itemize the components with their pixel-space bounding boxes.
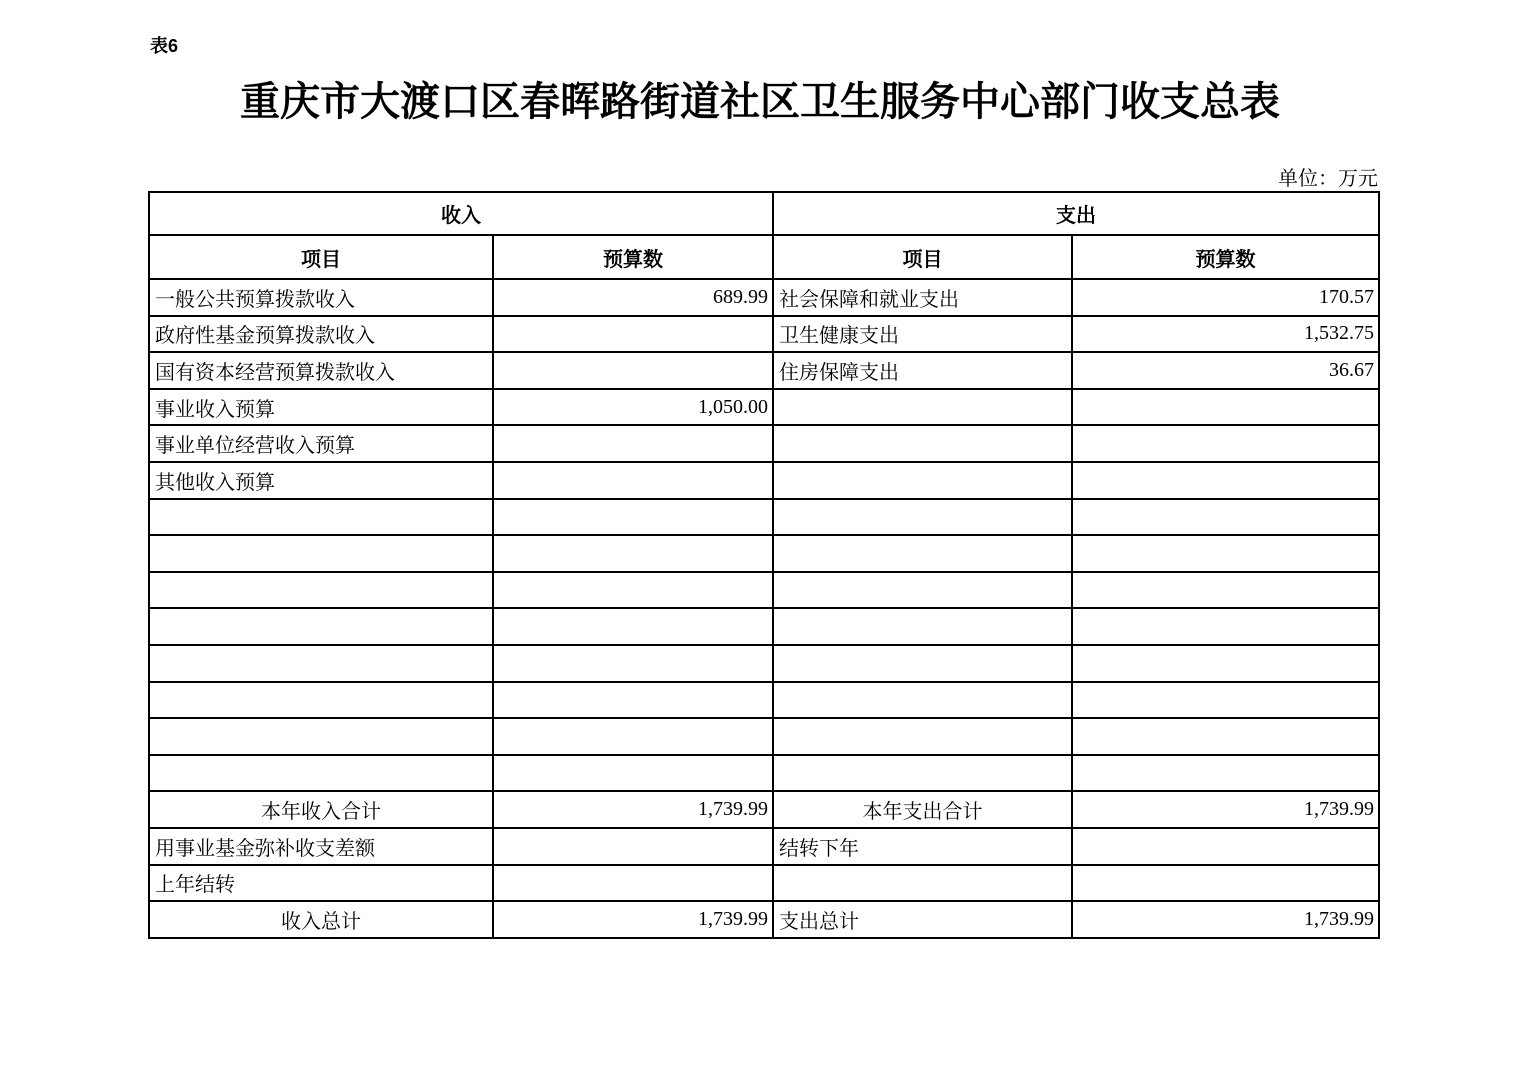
income-budget-cell <box>493 865 773 902</box>
expense-item-cell <box>773 462 1072 499</box>
income-budget-cell <box>493 718 773 755</box>
expense-budget-cell: 1,739.99 <box>1072 791 1379 828</box>
expense-budget-cell: 36.67 <box>1072 352 1379 389</box>
table-row <box>149 901 1379 938</box>
expense-item-cell: 卫生健康支出 <box>773 316 1072 353</box>
budget-table-body <box>149 279 1379 938</box>
income-budget-cell <box>493 425 773 462</box>
income-budget-cell <box>493 462 773 499</box>
expense-item-cell <box>773 572 1072 609</box>
expense-item-cell: 支出总计 <box>773 901 1072 938</box>
expense-budget-cell <box>1072 718 1379 755</box>
expense-item-cell <box>773 425 1072 462</box>
income-item-cell: 一般公共预算拨款收入 <box>149 279 493 316</box>
expense-item-cell: 社会保障和就业支出 <box>773 279 1072 316</box>
budget-summary-table <box>148 191 1380 939</box>
income-item-cell <box>149 499 493 536</box>
income-item-cell: 事业收入预算 <box>149 389 493 426</box>
expense-budget-cell: 1,532.75 <box>1072 316 1379 353</box>
expense-budget-cell <box>1072 645 1379 682</box>
expense-item-cell <box>773 499 1072 536</box>
page-title: 重庆市大渡口区春晖路街道社区卫生服务中心部门收支总表 <box>240 80 1280 124</box>
expense-item-cell <box>773 718 1072 755</box>
expense-item-cell <box>773 865 1072 902</box>
expense-budget-cell <box>1072 535 1379 572</box>
expense-budget-cell <box>1072 608 1379 645</box>
income-budget-cell <box>493 535 773 572</box>
income-item-cell: 其他收入预算 <box>149 462 493 499</box>
income-budget-col-header: 预算数 <box>493 235 773 279</box>
expense-budget-cell <box>1072 462 1379 499</box>
income-item-cell: 上年结转 <box>149 865 493 902</box>
expense-item-cell: 本年支出合计 <box>773 791 1072 828</box>
expense-budget-col-header: 预算数 <box>1072 235 1379 279</box>
income-budget-cell <box>493 755 773 792</box>
table-number-label: 表6 <box>150 36 179 56</box>
table-row <box>149 682 1379 719</box>
income-section-header: 收入 <box>149 192 773 235</box>
income-item-cell <box>149 645 493 682</box>
column-header-row <box>149 235 1379 279</box>
table-row <box>149 279 1379 316</box>
income-item-cell <box>149 682 493 719</box>
expense-budget-cell <box>1072 572 1379 609</box>
expense-item-col-header: 项目 <box>773 235 1072 279</box>
expense-item-cell <box>773 755 1072 792</box>
expense-budget-cell: 1,739.99 <box>1072 901 1379 938</box>
table-row <box>149 535 1379 572</box>
expense-budget-cell <box>1072 755 1379 792</box>
income-item-cell: 本年收入合计 <box>149 791 493 828</box>
income-budget-cell <box>493 828 773 865</box>
income-item-cell: 用事业基金弥补收支差额 <box>149 828 493 865</box>
table-row <box>149 462 1379 499</box>
income-budget-cell <box>493 645 773 682</box>
table-row <box>149 352 1379 389</box>
expense-item-cell <box>773 608 1072 645</box>
income-budget-cell <box>493 316 773 353</box>
expense-item-cell: 住房保障支出 <box>773 352 1072 389</box>
income-budget-cell: 1,739.99 <box>493 791 773 828</box>
expense-budget-cell: 170.57 <box>1072 279 1379 316</box>
expense-item-cell <box>773 535 1072 572</box>
income-budget-cell: 689.99 <box>493 279 773 316</box>
expense-item-cell: 结转下年 <box>773 828 1072 865</box>
income-budget-cell <box>493 572 773 609</box>
expense-budget-cell <box>1072 828 1379 865</box>
income-item-cell <box>149 535 493 572</box>
expense-budget-cell <box>1072 389 1379 426</box>
income-item-cell: 收入总计 <box>149 901 493 938</box>
unit-label: 单位：万元 <box>1278 168 1378 190</box>
table-row <box>149 645 1379 682</box>
table-row <box>149 316 1379 353</box>
income-item-cell <box>149 608 493 645</box>
table-row <box>149 572 1379 609</box>
table-row <box>149 499 1379 536</box>
table-row <box>149 828 1379 865</box>
income-item-cell: 政府性基金预算拨款收入 <box>149 316 493 353</box>
section-header-row <box>149 192 1379 235</box>
income-item-cell <box>149 572 493 609</box>
expense-section-header: 支出 <box>773 192 1379 235</box>
expense-budget-cell <box>1072 425 1379 462</box>
expense-item-cell <box>773 682 1072 719</box>
income-budget-cell: 1,050.00 <box>493 389 773 426</box>
income-item-cell <box>149 755 493 792</box>
table-row <box>149 389 1379 426</box>
table-row <box>149 718 1379 755</box>
income-item-cell <box>149 718 493 755</box>
income-budget-cell <box>493 608 773 645</box>
table-row <box>149 608 1379 645</box>
expense-budget-cell <box>1072 682 1379 719</box>
expense-item-cell <box>773 389 1072 426</box>
income-budget-cell: 1,739.99 <box>493 901 773 938</box>
table-row <box>149 865 1379 902</box>
expense-item-cell <box>773 645 1072 682</box>
income-budget-cell <box>493 352 773 389</box>
table-row <box>149 755 1379 792</box>
income-item-cell: 事业单位经营收入预算 <box>149 425 493 462</box>
income-item-cell: 国有资本经营预算拨款收入 <box>149 352 493 389</box>
income-item-col-header: 项目 <box>149 235 493 279</box>
expense-budget-cell <box>1072 865 1379 902</box>
table-row <box>149 791 1379 828</box>
table-row <box>149 425 1379 462</box>
income-budget-cell <box>493 499 773 536</box>
expense-budget-cell <box>1072 499 1379 536</box>
income-budget-cell <box>493 682 773 719</box>
